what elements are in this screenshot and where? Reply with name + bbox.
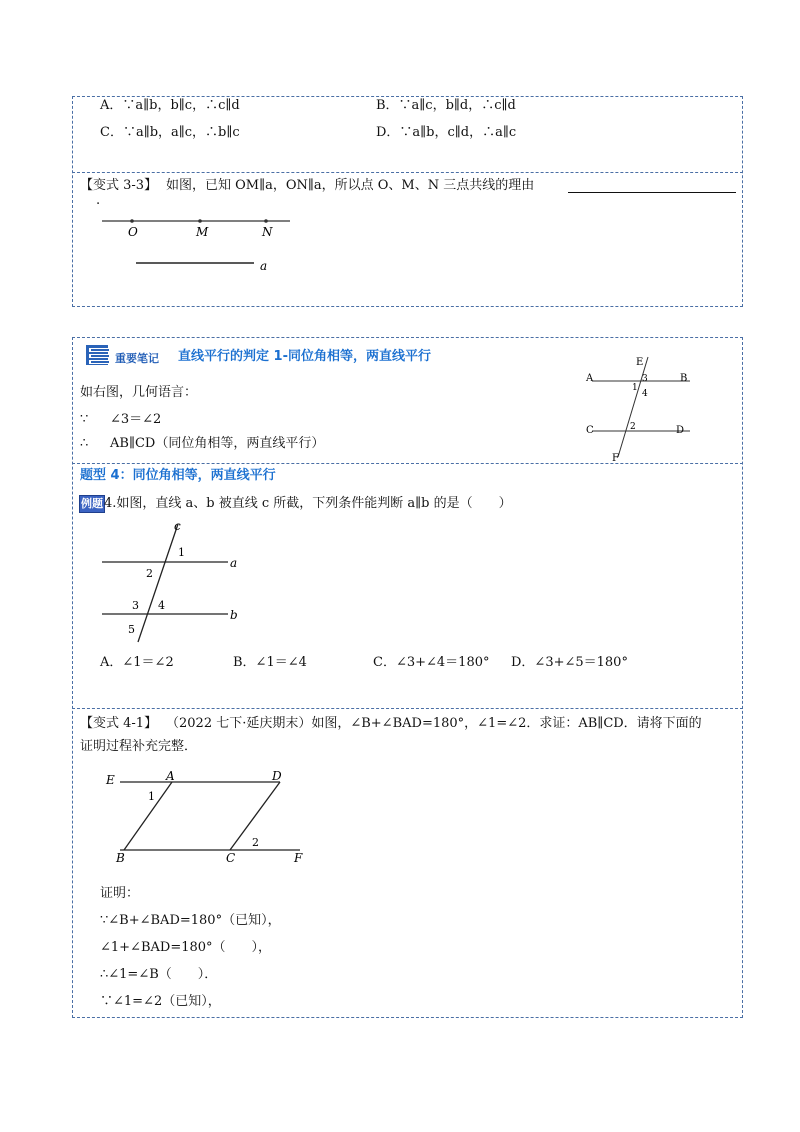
label-c: C [586, 425, 594, 436]
variant-4-1-text: （2022 七下·延庆期末）如图，∠B+∠BAD=180°，∠1=∠2．求证：AB∥CD．请将下面的 [166, 716, 702, 731]
variant-3-3-text: 如图，已知 OM∥a，ON∥a，所以点 O、M、N 三点共线的理由 [166, 178, 535, 193]
point-n-label: N [262, 225, 273, 239]
line-c-label: c [174, 519, 181, 533]
angle-2: 2 [252, 836, 259, 849]
parallelogram-figure [100, 768, 320, 868]
angle-5: 5 [128, 623, 135, 636]
label-f: F [294, 851, 303, 865]
note-icon [85, 343, 113, 367]
option-a: A．∠1＝∠2 [100, 655, 174, 670]
line-a-label: a [260, 259, 268, 273]
divider [72, 463, 743, 464]
point-o-label: O [128, 225, 138, 239]
option-d: D．∠3+∠5＝180° [511, 655, 628, 670]
question-4-text: 4.如图，直线 a、b 被直线 c 所截，下列条件能判断 a∥b 的是（ ） [104, 496, 512, 511]
label-d: D [676, 425, 685, 436]
collinear-figure [100, 212, 290, 278]
variant-3-3-end: . [96, 193, 101, 208]
option-b: B．∠1＝∠4 [233, 655, 307, 670]
option-a: A．∵a∥b，b∥c，∴c∥d [100, 98, 240, 113]
variant-4-1-label: 【变式 4-1】 [80, 716, 158, 731]
proof-title: 证明： [100, 886, 140, 901]
label-a: A [586, 373, 594, 384]
variant-4-1-text-2: 证明过程补充完整． [80, 739, 198, 754]
because-symbol: ∵ [80, 412, 89, 427]
label-b: B [116, 851, 125, 865]
divider [72, 708, 743, 709]
option-b: B．∵a∥c，b∥d，∴c∥d [376, 98, 516, 113]
label-f: F [612, 453, 619, 461]
angle-3: 3 [642, 374, 648, 384]
proof-step-4: ∵∠1=∠2（已知）， [100, 994, 221, 1009]
option-d: D．∵a∥b，c∥d，∴a∥c [376, 125, 517, 140]
therefore-symbol: ∴ [80, 436, 89, 451]
angle-1: 1 [148, 790, 155, 803]
angle-1: 1 [178, 546, 185, 559]
question-type-title: 题型 4：同位角相等，两直线平行 [80, 468, 276, 483]
label-e: E [636, 357, 644, 368]
answer-blank[interactable] [568, 192, 736, 193]
proof-step-1: ∵∠B+∠BAD=180°（已知）， [100, 913, 281, 928]
label-a: A [166, 769, 175, 783]
note-title: 直线平行的判定 1-同位角相等，两直线平行 [178, 349, 431, 364]
therefore-text: AB∥CD（同位角相等，两直线平行） [110, 436, 325, 451]
line-a-label: a [230, 556, 238, 570]
label-b: B [680, 373, 688, 384]
label-c: C [226, 851, 236, 865]
angle-1: 1 [632, 383, 638, 393]
proof-step-3: ∴∠1=∠B（ ）． [100, 967, 218, 982]
option-c: C．∠3+∠4＝180° [373, 655, 490, 670]
label-d: D [272, 769, 282, 783]
angle-4: 4 [642, 389, 648, 399]
label-e: E [106, 773, 115, 787]
divider [72, 172, 743, 173]
because-text: ∠3＝∠2 [110, 412, 162, 427]
example-badge: 例题 [79, 495, 105, 513]
proof-step-2: ∠1+∠BAD=180°（ ）， [100, 940, 272, 955]
angle-2: 2 [630, 422, 636, 432]
option-c: C．∵a∥b，a∥c，∴b∥c [100, 125, 240, 140]
angle-4: 4 [158, 599, 165, 612]
language-intro: 如右图，几何语言： [80, 385, 198, 400]
angle-2: 2 [146, 567, 153, 580]
note-label: 重要笔记 [115, 352, 159, 365]
angle-3: 3 [132, 599, 139, 612]
point-m-label: M [196, 225, 209, 239]
line-b-label: b [230, 608, 238, 622]
corresponding-angles-figure [584, 351, 696, 461]
transversal-figure [98, 518, 248, 644]
variant-3-3-label: 【变式 3-3】 [80, 178, 158, 193]
